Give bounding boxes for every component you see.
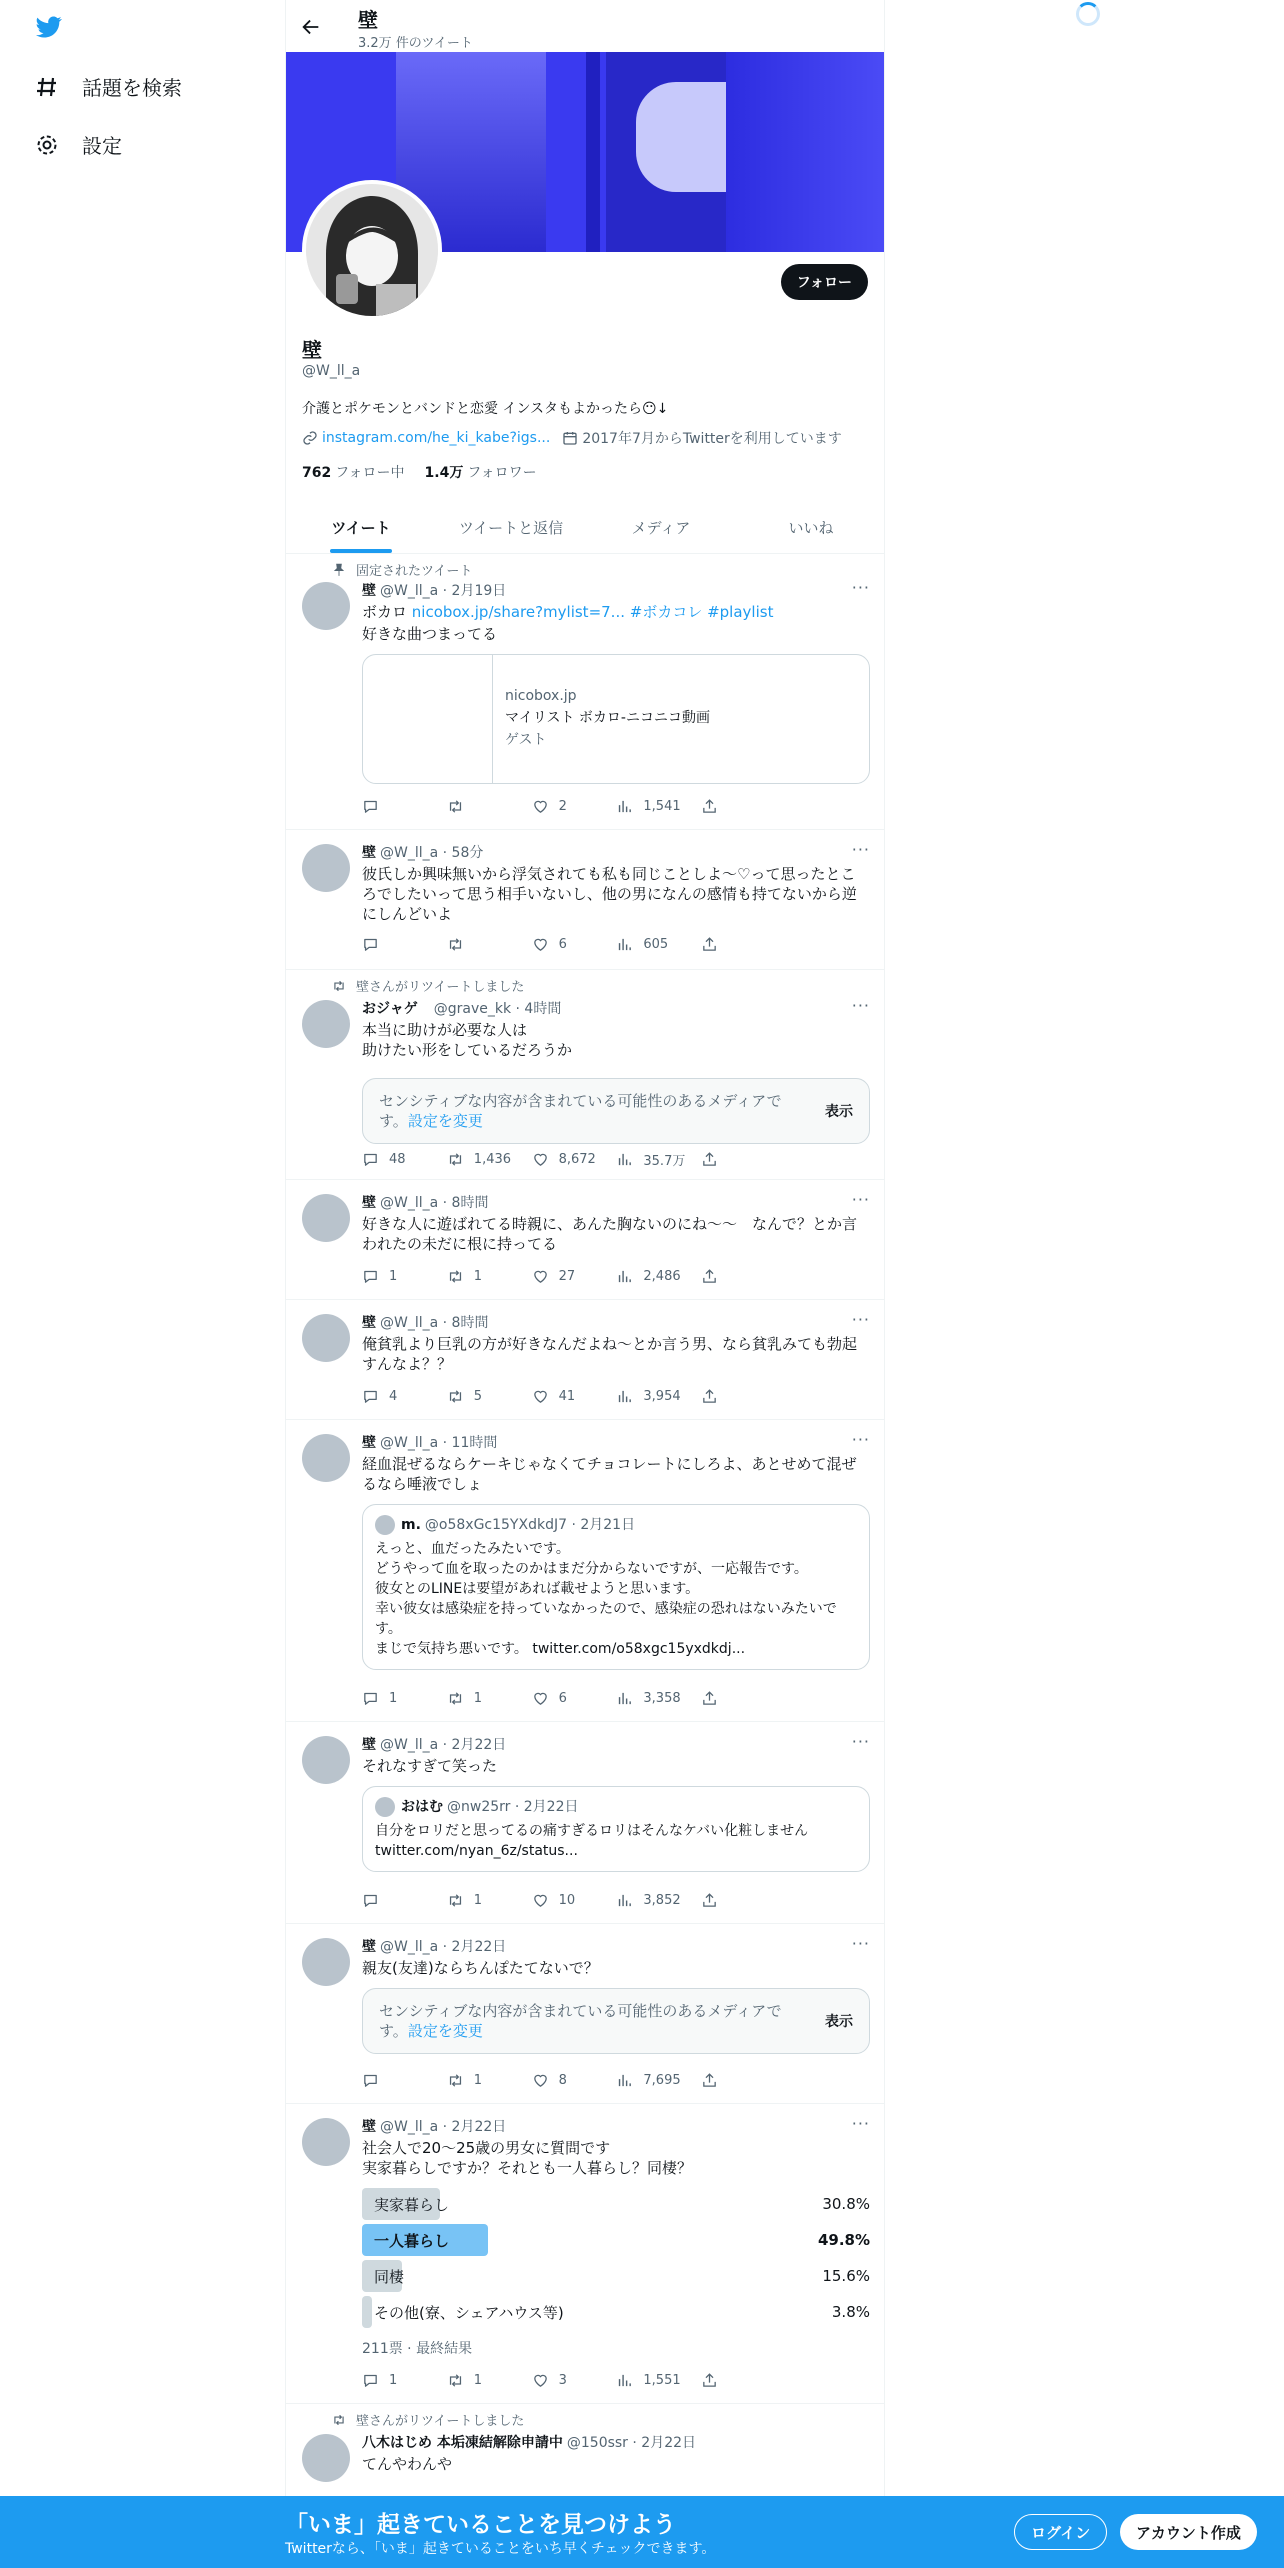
reply-button[interactable] — [362, 1892, 447, 1909]
views-count: 2,486 — [643, 1269, 681, 1284]
retweet-button[interactable] — [447, 1690, 532, 1707]
change-settings-link[interactable]: 設定を変更 — [407, 2022, 483, 2040]
tweet-actions — [362, 2372, 786, 2389]
tweet-actions — [362, 936, 786, 953]
gear-icon — [34, 132, 60, 158]
tweet-hashtags[interactable]: #ボカコレ #playlist — [624, 603, 774, 621]
tweet-meta[interactable]: @W_ll_a · 8時間 — [380, 1315, 489, 1331]
like-count: 41 — [558, 1389, 576, 1404]
avatar[interactable] — [302, 1194, 350, 1242]
like-icon — [532, 1892, 549, 1909]
pin-icon — [332, 563, 346, 577]
quoted-tweet[interactable] — [362, 1786, 870, 1872]
retweet-button[interactable] — [447, 1268, 532, 1285]
more-icon[interactable]: ··· — [851, 578, 870, 597]
views-icon — [616, 2372, 633, 2389]
like-icon — [532, 798, 549, 815]
like-count: 2 — [558, 799, 567, 814]
retweet-button[interactable] — [447, 936, 532, 953]
reply-count: 48 — [389, 1152, 406, 1167]
share-button[interactable] — [701, 2372, 786, 2389]
tab-tweets-replies[interactable]: ツイートと返信 — [458, 519, 564, 537]
author-name[interactable]: 壁 — [362, 1315, 376, 1331]
poll-option-label: 一人暮らし — [374, 2231, 450, 2250]
tweet-link[interactable]: nicobox.jp/share?mylist=7... — [411, 603, 625, 621]
retweet-count: 1 — [473, 2073, 483, 2088]
show-button[interactable]: 表示 — [825, 1104, 853, 1120]
poll-option — [362, 2224, 870, 2256]
author-name[interactable]: 壁 — [362, 1195, 376, 1211]
views-icon — [616, 2072, 633, 2089]
sensitive-media-warning — [362, 1988, 870, 2054]
views-count: 605 — [643, 937, 669, 952]
share-button[interactable] — [701, 1892, 786, 1909]
share-icon — [701, 1151, 718, 1168]
retweet-count: 5 — [473, 1389, 483, 1404]
tab-likes[interactable]: いいね — [788, 519, 834, 537]
loading-spinner — [1076, 2, 1100, 26]
following-label: フォロー中 — [335, 465, 405, 481]
retweet-button[interactable] — [447, 1388, 532, 1405]
retweet-icon — [447, 1388, 464, 1405]
reply-button[interactable] — [362, 936, 447, 953]
retweet-icon — [332, 979, 346, 993]
share-button[interactable] — [701, 936, 786, 953]
tweet-actions — [362, 1388, 786, 1405]
pinned-label — [332, 560, 472, 579]
author-name[interactable]: 壁 — [362, 1435, 376, 1451]
like-count: 8,672 — [558, 1152, 596, 1167]
retweet-count: 1 — [473, 1893, 483, 1908]
tweet-actions — [362, 798, 786, 815]
more-icon[interactable]: ··· — [851, 1190, 870, 1209]
share-button[interactable] — [701, 1388, 786, 1405]
profile-header-bar — [286, 0, 884, 52]
like-button[interactable] — [532, 1892, 617, 1909]
tweet-text: 本当に助けが必要な人は 助けたい形をしているだろうか — [362, 1021, 573, 1059]
tweet-quote[interactable] — [286, 1420, 885, 1722]
retweet-button[interactable] — [447, 1892, 532, 1909]
reply-button[interactable] — [362, 1690, 447, 1707]
share-button[interactable] — [701, 798, 786, 815]
more-icon[interactable]: ··· — [851, 1310, 870, 1329]
card-thumbnail — [363, 655, 493, 783]
tweet-text: てんやわんや — [362, 2455, 453, 2473]
poll-option-percent: 3.8% — [831, 2303, 870, 2321]
tweet-meta[interactable]: @W_ll_a · 58分 — [380, 845, 484, 861]
poll-option — [362, 2296, 870, 2328]
poll-option — [362, 2260, 870, 2292]
followers-count: 1.4万 — [424, 465, 464, 481]
views-icon — [616, 1892, 633, 1909]
share-button[interactable] — [701, 2072, 786, 2089]
tweet-meta[interactable]: @150ssr · 2月22日 — [566, 2435, 697, 2451]
views-count: 3,358 — [643, 1691, 681, 1706]
avatar[interactable] — [302, 2434, 350, 2482]
share-icon — [701, 798, 718, 815]
more-icon[interactable]: ··· — [851, 1732, 870, 1751]
card-domain: nicobox.jp — [505, 688, 577, 704]
profile-bio: 介護とポケモンとバンドと恋愛 インスタもよかったら😶↓ — [302, 401, 669, 417]
more-icon[interactable]: ··· — [851, 996, 870, 1015]
nav-settings-label: 設定 — [82, 134, 122, 158]
tweet-text: 好きな人に遊ばれてる時親に、あんた胸ないのにね〜〜 なんで？とか言われたの未だに根に持ってる — [362, 1215, 858, 1253]
retweet-text: 壁さんがリツイートしました — [356, 2414, 525, 2429]
sensitive-text: センシティブな内容が含まれている可能性のあるメディアです。 — [379, 2002, 782, 2040]
tweet-meta[interactable]: @grave_kk · 4時間 — [433, 1001, 562, 1017]
hashtag-icon — [34, 74, 60, 100]
avatar[interactable] — [302, 2118, 350, 2166]
quote-avatar — [375, 1797, 395, 1817]
reply-count: 1 — [389, 1269, 398, 1284]
reply-button[interactable] — [362, 1150, 447, 1169]
like-button[interactable] — [532, 1150, 617, 1169]
share-icon — [701, 2372, 718, 2389]
like-button[interactable] — [532, 798, 617, 815]
tweet-actions — [362, 1268, 786, 1285]
like-icon — [532, 1388, 549, 1405]
nav-settings[interactable] — [34, 130, 122, 159]
like-button[interactable] — [532, 936, 617, 953]
quote-meta: @o58xGc15YXdkdJ7 · 2月21日 — [424, 1517, 636, 1533]
like-icon — [532, 936, 549, 953]
tweet-text: 俺貧乳より巨乳の方が好きなんだよね〜とか言う男、なら貧乳みても勃起すんなよ？？ — [362, 1335, 858, 1373]
poll — [362, 2188, 870, 2328]
avatar[interactable] — [302, 1314, 350, 1362]
reply-button[interactable] — [362, 798, 447, 815]
views-count: 35.7万 — [643, 1154, 686, 1169]
poll-option — [362, 2188, 870, 2220]
tweet-pinned[interactable] — [286, 554, 885, 830]
retweet-icon — [447, 2072, 464, 2089]
login-button[interactable]: ログイン — [1014, 2514, 1107, 2550]
author-name[interactable]: 八木はじめ 本垢凍結解除申請中 — [362, 2435, 563, 2451]
tweet-text-b: 好きな曲つまってる — [362, 625, 498, 643]
tweet-retweeted[interactable] — [286, 970, 885, 1180]
quote-avatar — [375, 1515, 395, 1535]
tweet-meta[interactable]: @W_ll_a · 2月19日 — [380, 583, 507, 599]
views-button[interactable] — [616, 1892, 701, 1909]
retweet-count: 1 — [473, 2373, 483, 2388]
share-button[interactable] — [701, 1268, 786, 1285]
quote-author: m. — [401, 1517, 421, 1533]
like-count: 3 — [558, 2373, 567, 2388]
views-button[interactable] — [616, 798, 701, 815]
views-icon — [616, 1268, 633, 1285]
reply-button[interactable] — [362, 2072, 447, 2089]
retweet-icon — [447, 1690, 464, 1707]
poll-option-percent: 49.8% — [817, 2231, 870, 2249]
profile-meta — [302, 428, 842, 448]
reply-count: 1 — [389, 2373, 398, 2388]
views-button[interactable] — [616, 936, 701, 953]
retweet-text: 壁さんがリツイートしました — [356, 980, 525, 995]
reply-icon — [362, 1268, 379, 1285]
link-card[interactable] — [362, 654, 870, 784]
profile-link[interactable]: instagram.com/he_ki_kabe?igs... — [322, 430, 551, 446]
avatar[interactable] — [302, 1736, 350, 1784]
views-button[interactable] — [616, 1268, 701, 1285]
views-count: 7,695 — [643, 2073, 681, 2088]
tweet-actions — [362, 1690, 786, 1707]
like-button[interactable] — [532, 1388, 617, 1405]
banner-title: 「いま」起きていることを見つけよう — [285, 2512, 676, 2538]
retweet-count: 1 — [473, 1269, 483, 1284]
tweet-poll[interactable] — [286, 2104, 885, 2404]
like-button[interactable] — [532, 2372, 617, 2389]
header-name: 壁 — [358, 8, 378, 32]
sensitive-media-warning — [362, 1078, 870, 1144]
like-count: 8 — [558, 2073, 567, 2088]
share-icon — [701, 2072, 718, 2089]
joined-date: 2017年7月からTwitterを利用しています — [582, 431, 842, 447]
retweet-icon — [447, 1151, 464, 1168]
retweet-icon — [332, 2413, 346, 2427]
reply-icon — [362, 1892, 379, 1909]
quoted-tweet[interactable] — [362, 1504, 870, 1670]
reply-icon — [362, 1388, 379, 1405]
reply-icon — [362, 798, 379, 815]
like-icon — [532, 1690, 549, 1707]
profile-tabs — [286, 502, 885, 554]
author-name[interactable]: 壁 — [362, 1939, 376, 1955]
share-button[interactable] — [701, 1150, 786, 1169]
share-icon — [701, 1388, 718, 1405]
tweet[interactable] — [286, 1180, 885, 1300]
retweet-button[interactable] — [447, 798, 532, 815]
like-count: 10 — [558, 1893, 576, 1908]
more-icon[interactable]: ··· — [851, 1430, 870, 1449]
share-icon — [701, 1268, 718, 1285]
reply-icon — [362, 2072, 379, 2089]
signup-banner — [0, 2496, 1284, 2568]
tweet-text: 彼氏しか興味無いから浮気されても私も同じことしよ〜♡って思ったところでしたいって思う相手いないし、他の男になんの感情も持てないから逆にしんどいよ — [362, 865, 857, 923]
share-icon — [701, 936, 718, 953]
tweet-meta[interactable]: @W_ll_a · 2月22日 — [380, 1939, 507, 1955]
tab-media[interactable]: メディア — [631, 519, 691, 537]
retweet-button[interactable] — [447, 2372, 532, 2389]
quote-author: おはむ — [401, 1799, 443, 1815]
author-name[interactable]: おジャゲ — [362, 1001, 418, 1017]
profile-handle: @W_ll_a — [302, 363, 361, 379]
tweet-actions — [362, 1150, 786, 1169]
quote-text: 自分をロリだと思ってるの痛すぎるロリはそんなケバい化粧しません twitter.com/nyan_6z/status... — [375, 1823, 809, 1859]
pinned-text: 固定されたツイート — [356, 564, 473, 579]
calendar-icon — [562, 430, 578, 446]
poll-option-label: その他(寮、シェアハウス等) — [374, 2303, 564, 2322]
author-name[interactable]: 壁 — [362, 1737, 376, 1753]
views-count: 1,541 — [643, 799, 681, 814]
views-button[interactable] — [616, 2372, 701, 2389]
retweet-button[interactable] — [447, 2072, 532, 2089]
following-count: 762 — [302, 465, 332, 481]
views-button[interactable] — [616, 1690, 701, 1707]
reply-button[interactable] — [362, 2372, 447, 2389]
tweet-text: それなすぎて笑った — [362, 1757, 498, 1775]
like-button[interactable] — [532, 1268, 617, 1285]
profile-name: 壁 — [302, 338, 322, 362]
twitter-logo-icon[interactable] — [34, 14, 64, 40]
tweet-text — [362, 602, 870, 622]
profile-avatar[interactable] — [302, 180, 442, 320]
reply-icon — [362, 2372, 379, 2389]
avatar[interactable] — [302, 582, 350, 630]
back-arrow-icon[interactable] — [300, 16, 322, 38]
like-count: 6 — [558, 937, 567, 952]
tweet-count: 3.2万 件のツイート — [358, 36, 473, 51]
like-icon — [532, 1268, 549, 1285]
card-subtitle: ゲスト — [505, 732, 547, 748]
reply-count: 4 — [389, 1389, 398, 1404]
show-button[interactable]: 表示 — [825, 2014, 853, 2030]
reply-button[interactable] — [362, 1268, 447, 1285]
follow-button[interactable]: フォロー — [781, 264, 868, 300]
like-icon — [532, 1151, 549, 1168]
tweet-meta[interactable]: @W_ll_a · 2月22日 — [380, 1737, 507, 1753]
reply-count: 1 — [389, 1691, 398, 1706]
share-icon — [701, 1892, 718, 1909]
tab-tweets[interactable]: ツイート — [286, 502, 436, 553]
signup-button[interactable]: アカウント作成 — [1120, 2514, 1257, 2550]
banner-subtitle: Twitterなら、「いま」起きていることをいち早くチェックできます。 — [285, 2541, 716, 2557]
following-link[interactable] — [302, 462, 405, 482]
like-icon — [532, 2072, 549, 2089]
like-button[interactable] — [532, 2072, 617, 2089]
card-title: マイリスト ボカロ-ニコニコ動画 — [505, 710, 710, 726]
author-name[interactable]: 壁 — [362, 2119, 376, 2135]
retweet-icon — [447, 1892, 464, 1909]
tweet-retweeted[interactable] — [286, 2404, 885, 2504]
views-button[interactable] — [616, 2072, 701, 2089]
retweet-icon — [447, 2372, 464, 2389]
retweet-button[interactable] — [447, 1150, 532, 1169]
tweet[interactable] — [286, 1300, 885, 1420]
more-icon[interactable]: ··· — [851, 1934, 870, 1953]
more-icon[interactable]: ··· — [851, 840, 870, 859]
tweet[interactable] — [286, 1924, 885, 2104]
tweet-meta[interactable]: @W_ll_a · 11時間 — [380, 1435, 498, 1451]
reply-button[interactable] — [362, 1388, 447, 1405]
tweet-text: 親友(友達)ならちんぽたてないで？ — [362, 1959, 599, 1977]
views-count: 1,551 — [643, 2373, 681, 2388]
poll-footer: 211票 · 最終結果 — [362, 2341, 473, 2357]
share-button[interactable] — [701, 1690, 786, 1707]
poll-option-percent: 15.6% — [822, 2267, 870, 2285]
poll-option-percent: 30.8% — [822, 2195, 870, 2213]
tweet-text: 経血混ぜるならケーキじゃなくてチョコレートにしろよ、あとせめて混ぜるなら唾液でしょ — [362, 1455, 857, 1493]
tweet-actions — [362, 1892, 786, 1909]
poll-option-label: 同棲 — [374, 2267, 405, 2286]
tweet-meta[interactable]: @W_ll_a · 8時間 — [380, 1195, 489, 1211]
retweet-label — [332, 2410, 524, 2429]
tweet-meta[interactable]: @W_ll_a · 2月22日 — [380, 2119, 507, 2135]
author-name[interactable]: 壁 — [362, 583, 376, 599]
author-name[interactable]: 壁 — [362, 845, 376, 861]
share-icon — [701, 1690, 718, 1707]
like-icon — [532, 2372, 549, 2389]
retweet-label — [332, 976, 524, 995]
change-settings-link[interactable]: 設定を変更 — [407, 1112, 483, 1130]
tweet-quote[interactable] — [286, 1722, 885, 1924]
views-icon — [616, 936, 633, 953]
views-button[interactable] — [616, 1150, 701, 1169]
like-count: 6 — [558, 1691, 567, 1706]
reply-icon — [362, 1151, 379, 1168]
nav-explore-label: 話題を検索 — [82, 76, 182, 100]
reply-icon — [362, 1690, 379, 1707]
quote-meta: @nw25rr · 2月22日 — [447, 1799, 579, 1815]
retweet-icon — [447, 936, 464, 953]
views-count: 3,852 — [643, 1893, 681, 1908]
nav-explore[interactable] — [34, 72, 182, 101]
avatar[interactable] — [302, 1938, 350, 1986]
views-icon — [616, 798, 633, 815]
views-icon — [616, 1388, 633, 1405]
views-button[interactable] — [616, 1388, 701, 1405]
followers-link[interactable] — [425, 462, 537, 482]
retweet-icon — [447, 798, 464, 815]
sensitive-text: センシティブな内容が含まれている可能性のあるメディアです。 — [379, 1092, 782, 1130]
views-count: 3,954 — [643, 1389, 681, 1404]
avatar[interactable] — [302, 1434, 350, 1482]
views-icon — [616, 1151, 633, 1168]
tweet-text: 社会人で20〜25歳の男女に質問です 実家暮らしですか？それとも一人暮らし？同棲？ — [362, 2139, 693, 2177]
avatar[interactable] — [302, 1000, 350, 1048]
reply-icon — [362, 936, 379, 953]
followers-label: フォロワー — [467, 465, 537, 481]
main-column — [285, 0, 885, 2568]
views-icon — [616, 1690, 633, 1707]
like-count: 27 — [558, 1269, 576, 1284]
like-button[interactable] — [532, 1690, 617, 1707]
avatar[interactable] — [302, 844, 350, 892]
tweet[interactable] — [286, 830, 885, 970]
poll-option-label: 実家暮らし — [374, 2195, 450, 2214]
retweet-icon — [447, 1268, 464, 1285]
tweet-actions — [362, 2072, 786, 2089]
tweet-text-a: ボカロ — [362, 603, 412, 621]
link-icon — [302, 430, 318, 446]
quote-text: えっと、血だったみたいです。 どうやって血を取ったのかはまだ分からないですが、一応報告です。 彼女とのLINEは要望があれば載せようと思います。 幸い彼女は感染症を持っていなかったので、感染症の恐れはないみたいです。 まじで気持ち悪いです。 twitter.com/o58xgc15yxdkdj... — [375, 1541, 837, 1657]
retweet-count: 1,436 — [473, 1152, 512, 1167]
more-icon[interactable]: ··· — [851, 2114, 870, 2133]
retweet-count: 1 — [473, 1691, 483, 1706]
profile-stats — [302, 462, 537, 482]
